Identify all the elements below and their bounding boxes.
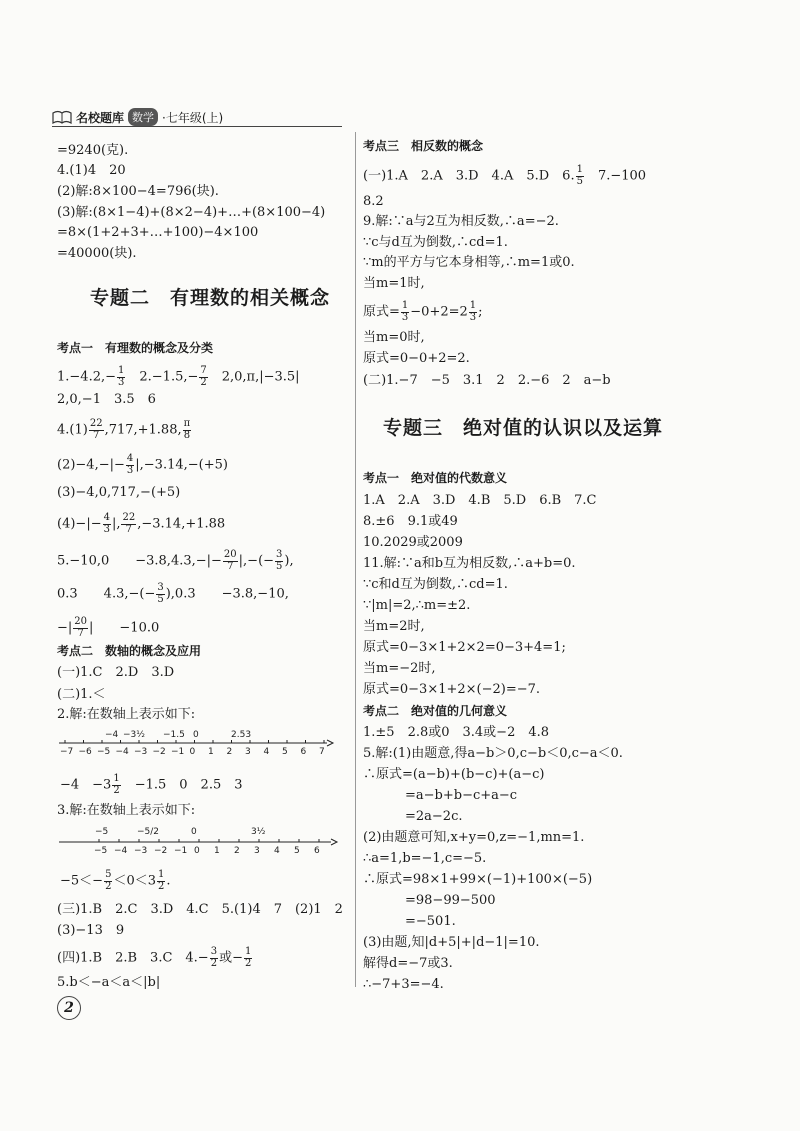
answer-line: (一)1.A 2.A 3.D 4.A 5.D 6. $\frac{1}{5}$ 7.−100 bbox=[363, 164, 647, 187]
answer-line: (2)−4,−|− $\frac{4}{3}$ |,−3.14,−(+5) bbox=[57, 453, 228, 476]
answer-line: 1.−4.2,− $\frac{1}{3}$ 2.−1.5,− $\frac{7}{2}$ 2,0,π,|−3.5| bbox=[57, 365, 300, 388]
answer-line: 1.±5 2.8或0 3.4或−2 4.8 bbox=[363, 725, 550, 740]
answer-line: (一)1.C 2.D 3.D bbox=[57, 665, 175, 680]
nl2-top-label: −5 bbox=[95, 827, 109, 837]
answer-line: (二)1.＜ bbox=[57, 687, 106, 702]
tick-label: 1 bbox=[214, 846, 220, 856]
tick-label: 2 bbox=[226, 747, 233, 757]
tick-label: 0 bbox=[189, 747, 196, 757]
answer-line: 8.±6 9.1或49 bbox=[363, 514, 458, 529]
tick-label: −2 bbox=[152, 747, 166, 757]
answer-line: 当m=−2时, bbox=[363, 661, 436, 676]
answer-line: 原式=0−0+2=2. bbox=[363, 351, 470, 366]
tick-label: −2 bbox=[154, 846, 168, 856]
answer-line: 5.−10,0 −3.8,4.3,−|− $\frac{20}{7}$ |,−(− $\frac{3}{5}$ ), bbox=[57, 549, 294, 572]
k3-title: 考点三 相反数的概念 bbox=[363, 139, 484, 153]
text-line: =8×(1+2+3+…+100)−4×100 bbox=[57, 225, 259, 240]
answer-line: ∵c和d互为倒数,∴cd=1. bbox=[363, 577, 508, 592]
page-number: 2 bbox=[57, 996, 81, 1020]
answer-line: 4.(1) $\frac{22}{7}$ ,717,+1.88, $\frac{\pi}{8}$ bbox=[57, 418, 191, 441]
text-line: 4.(1)4 20 bbox=[57, 163, 126, 178]
tick-label: −4 bbox=[115, 747, 129, 757]
tick-label: 2 bbox=[234, 846, 240, 856]
answer-line: (四)1.B 2.B 3.C 4.− $\frac{3}{2}$ 或− $\frac{1}{2}$ bbox=[57, 946, 252, 969]
tick-label: 7 bbox=[319, 747, 325, 757]
answer-line: 当m=2时, bbox=[363, 619, 425, 634]
answer-line: =2a−2c. bbox=[405, 809, 463, 824]
subject-badge: 数学 bbox=[128, 108, 158, 126]
tick-label: −6 bbox=[78, 747, 92, 757]
nl2-top-label: 0 bbox=[191, 827, 197, 837]
nl1-top-label: −4 bbox=[105, 730, 119, 740]
nl1-top-label: 2.53 bbox=[231, 730, 252, 740]
answer-line: (3)−13 9 bbox=[57, 923, 125, 938]
number-line-2 bbox=[55, 820, 340, 856]
k2-title: 考点二 数轴的概念及应用 bbox=[57, 644, 202, 658]
answer-line: (2)由题意可知,x+y=0,z=−1,mn=1. bbox=[363, 830, 585, 845]
answer-line: −4 −3 $\frac{1}{2}$ −1.5 0 2.5 3 bbox=[60, 773, 243, 796]
answer-line: ∴原式=(a−b)+(b−c)+(a−c) bbox=[363, 767, 545, 782]
nl1-top-label: 0 bbox=[193, 730, 199, 740]
tick-label: 6 bbox=[314, 846, 320, 856]
tick-label: 5 bbox=[282, 747, 288, 757]
topic2-title: 专题二 有理数的相关概念 bbox=[90, 287, 331, 309]
answer-line: (3)−4,0,717,−(+5) bbox=[57, 485, 181, 500]
answer-line: 3.解:在数轴上表示如下: bbox=[57, 803, 196, 818]
answer-line: 解得d=−7或3. bbox=[363, 956, 453, 971]
nl1-top-label: −1.5 bbox=[163, 730, 185, 740]
tick-label: −4 bbox=[114, 846, 128, 856]
answer-line: (二)1.−7 −5 3.1 2 2.−6 2 a−b bbox=[363, 373, 611, 388]
header-logo bbox=[52, 108, 223, 126]
answer-line: 原式=0−3×1+2×2=0−3+4=1; bbox=[363, 640, 566, 655]
answer-line: ∵c与d互为倒数,∴cd=1. bbox=[363, 235, 508, 250]
answer-line: 当m=0时, bbox=[363, 330, 425, 345]
tick-label: 3 bbox=[254, 846, 260, 856]
answer-line: 1.A 2.A 3.D 4.B 5.D 6.B 7.C bbox=[363, 493, 597, 508]
answer-line: 9.解:∵a与2互为相反数,∴a=−2. bbox=[363, 214, 559, 229]
nl2-top-label: 3½ bbox=[251, 827, 266, 837]
answer-line: 2.解:在数轴上表示如下: bbox=[57, 707, 196, 722]
answer-line: =a−b+b−c+a−c bbox=[405, 788, 518, 803]
grade-label: ·七年级(上) bbox=[162, 110, 224, 125]
header-rule bbox=[52, 126, 342, 127]
answer-line: ∵|m|=2,∴m=±2. bbox=[363, 598, 471, 613]
answer-line: =−501. bbox=[405, 914, 456, 929]
tick-label: 4 bbox=[263, 747, 270, 757]
answer-line: −| $\frac{20}{7}$ | −10.0 bbox=[57, 616, 160, 639]
text-line: =40000(块). bbox=[57, 246, 137, 261]
answer-line: 0.3 4.3,−(− $\frac{3}{5}$ ),0.3 −3.8,−10, bbox=[57, 582, 289, 605]
answer-line: 10.2029或2009 bbox=[363, 535, 463, 550]
text-line: =9240(克). bbox=[57, 143, 129, 158]
tick-label: 0 bbox=[194, 846, 200, 856]
answer-line: 5.b＜−a＜a＜|b| bbox=[57, 975, 161, 990]
answer-line: ∴−7+3=−4. bbox=[363, 977, 444, 992]
answer-line: 8.2 bbox=[363, 194, 384, 209]
tick-label: 3 bbox=[245, 747, 251, 757]
tick-label: 4 bbox=[274, 846, 280, 856]
answer-line: (3)由题,知|d+5|+|d−1|=10. bbox=[363, 935, 540, 950]
answer-line: 原式=0−3×1+2×(−2)=−7. bbox=[363, 682, 541, 697]
tick-label: −3 bbox=[134, 846, 148, 856]
text-line: (3)解:(8×1−4)+(8×2−4)+…+(8×100−4) bbox=[57, 205, 326, 220]
tick-label: −1 bbox=[171, 747, 185, 757]
tick-label: −3 bbox=[134, 747, 148, 757]
answer-line: 2,0,−1 3.5 6 bbox=[57, 392, 156, 407]
tick-label: 1 bbox=[208, 747, 214, 757]
answer-line: ∴原式=98×1+99×(−1)+100×(−5) bbox=[363, 872, 593, 887]
t3k1-title: 考点一 绝对值的代数意义 bbox=[363, 471, 508, 485]
tick-label: 6 bbox=[300, 747, 307, 757]
answer-line: ∵m的平方与它本身相等,∴m=1或0. bbox=[363, 255, 575, 270]
answer-line: 5.解:(1)由题意,得a−b＞0,c−b＜0,c−a＜0. bbox=[363, 746, 623, 761]
book-name: 名校题库 bbox=[76, 110, 125, 125]
answer-line: 11.解:∵a和b互为相反数,∴a+b=0. bbox=[363, 556, 576, 571]
t3k2-title: 考点二 绝对值的几何意义 bbox=[363, 704, 508, 718]
tick-label: 5 bbox=[294, 846, 300, 856]
tick-label: −1 bbox=[174, 846, 188, 856]
answer-line: ∴a=1,b=−1,c=−5. bbox=[363, 851, 487, 866]
answer-line: 当m=1时, bbox=[363, 276, 425, 291]
tick-label: −5 bbox=[97, 747, 111, 757]
k1-title: 考点一 有理数的概念及分类 bbox=[57, 341, 214, 355]
nl1-top-label: −3½ bbox=[123, 730, 145, 740]
answer-line: =98−99−500 bbox=[405, 893, 496, 908]
number-line-1 bbox=[55, 725, 335, 759]
nl2-top-label: −5/2 bbox=[137, 827, 160, 837]
book-logo-icon bbox=[52, 110, 72, 124]
text-line: (2)解:8×100−4=796(块). bbox=[57, 184, 219, 199]
answer-line: −5＜− $\frac{5}{2}$ ＜0＜3 $\frac{1}{2}$ . bbox=[60, 869, 171, 892]
topic3-title: 专题三 绝对值的认识以及运算 bbox=[383, 417, 664, 439]
answer-line: (三)1.B 2.C 3.D 4.C 5.(1)4 7 (2)1 2 bbox=[57, 902, 343, 917]
answer-line: (4)−|− $\frac{4}{3}$ |, $\frac{22}{7}$ ,−3.14,+1.88 bbox=[57, 512, 226, 535]
column-divider bbox=[355, 132, 356, 987]
tick-label: −5 bbox=[94, 846, 108, 856]
answer-line: 原式= $\frac{1}{3}$ −0+2=2 $\frac{1}{3}$ ; bbox=[363, 300, 483, 323]
tick-label: −7 bbox=[60, 747, 74, 757]
